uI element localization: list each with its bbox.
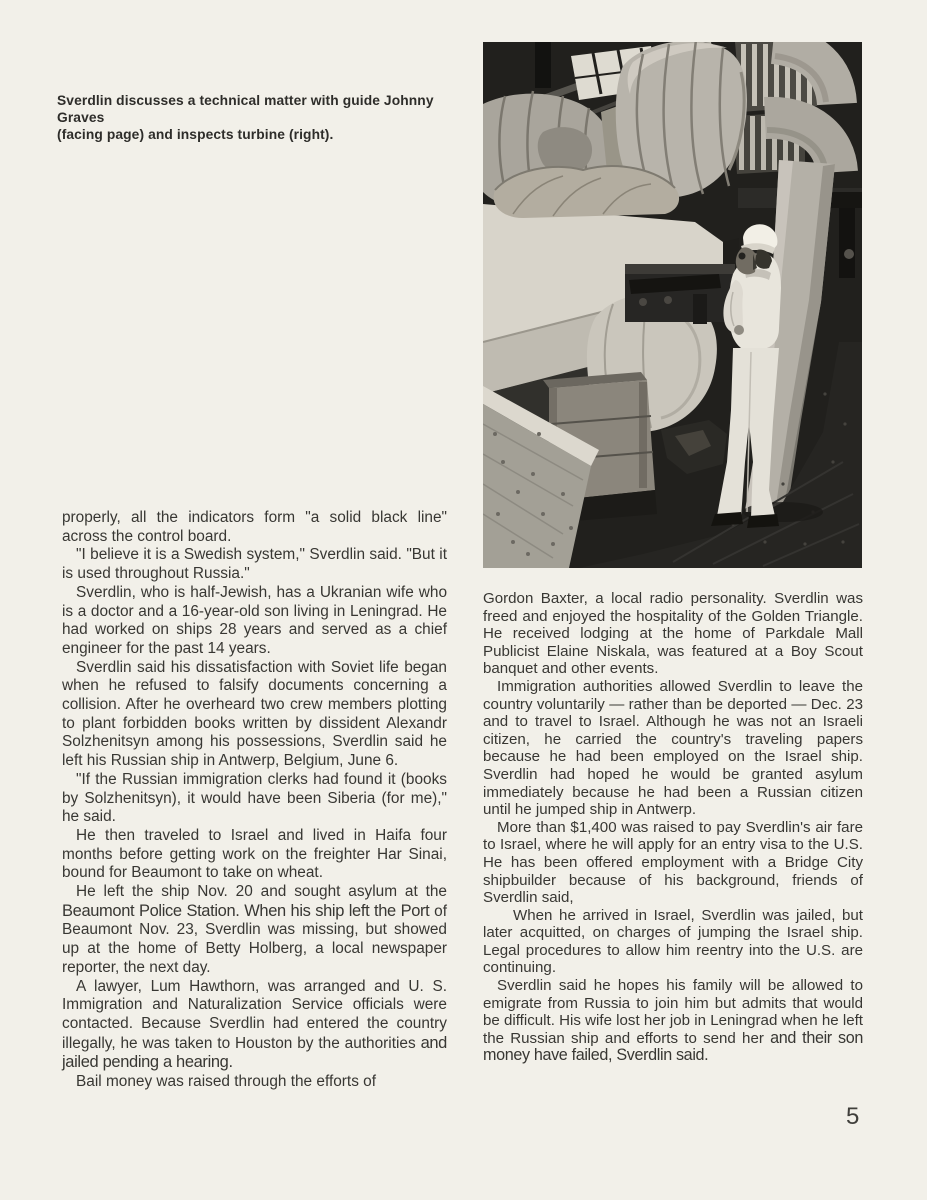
body-text-run: He then traveled to Israel and lived in Haifa four months before getting work on the freighter Har Sinai, bound for Beaumont to take on wheat. [62,826,447,882]
body-text-run: Sverdlin said his dissatisfaction with Soviet life began when he refused to falsify documents concerning a collision. After he overheard two crew members plotting to plant forbidden books written by dissident Alexandr Solzhenitsyn among his possessions, Sverdlin said he left his Russian ship in Antwerp, Belgium, June 6. [62,658,447,770]
paragraph [483,819,863,907]
paragraph [62,1073,447,1092]
body-text-run: He left the ship Nov. 20 and sought asylum at the [76,883,447,901]
body-text-run: Gordon Baxter, a local radio personality. Sverdlin was freed and enjoyed the hospitality of the Golden Triangle. He received lodging at the home of Parkdale Mall Publicist Elaine Niskala, was featured at a Boy Scout banquet and other events. [483,590,863,678]
body-text-run: More than $1,400 was raised to pay Sverdlin's air fare to Israel, where he will apply for an entry visa to the U.S. He has been offered employment with a Bridge City shipbuilder because of his background, friends of Sverdlin said, [483,818,863,907]
right-text-column [483,590,863,1065]
paragraph [62,827,447,883]
body-text-run: "If the Russian immigration clerks had found it (books by Solzhenitsyn), it would have been Siberia (for me)," he said. [62,770,447,826]
page-number: 5 [846,1103,860,1130]
photo-caption [57,92,465,143]
paragraph [62,546,447,583]
body-text-run: Immigration authorities allowed Sverdlin to leave the country voluntarily — rather than be deported — Dec. 23 and to travel to Israel. Although he was not an Israeli citizen, he carried the country's traveling papers because he had been employed on the Israel ship. Sverdlin had hoped he would be granted asylum immediately because he had been a Russian citizen until he jumped ship in Antwerp. [483,677,863,819]
left-text-column [62,509,447,1092]
body-text-run: properly, all the indicators form "a solid black line" across the control board. [62,509,447,545]
pasted-correction-text: and jailed pending a hearing. [62,1033,447,1072]
pasted-correction-text: and their son money have failed, Sverdlin said. [483,1028,863,1065]
body-text-run: Sverdlin, who is half-Jewish, has a Ukranian wife who is a doctor and a 16-year-old son living in Leningrad. He had worked on ships 28 years and served as a chief engineer for the past 14 years. [62,583,447,657]
turbine-inspection-photo [483,42,862,568]
caption-line-2: (facing page) and inspects turbine (right). [57,127,334,142]
body-text-run: Sverdlin said he hopes his family will be allowed to emigrate from Russia to join him but admits that would be difficult. His wife lost her job in Leningrad when he left the Russian ship and efforts to send her [483,977,863,1047]
paragraph [62,978,447,1074]
body-text-run: "I believe it is a Swedish system," Sverdlin said. "But it is used throughout Russia." [62,546,447,583]
paragraph [483,678,863,819]
paragraph [483,977,863,1065]
pasted-correction-text: Beaumont Police Station. When his ship left the Port [62,901,430,920]
caption-line-1: Sverdlin discusses a technical matter with guide Johnny Graves [57,93,434,125]
body-text-run: A lawyer, Lum Hawthorn, was arranged and U. S. Immigration and Naturalization Service officials were contacted. Because Sverdlin had entered the country illegally, he was taken to Houston by the authorities [62,977,447,1052]
paragraph [62,883,447,978]
paragraph [483,590,863,678]
body-text-run: When he arrived in Israel, Sverdlin was jailed, but later acquitted, on charges of jumping the Israel ship. Legal procedures to allow him reentry into the U.S. are continuing. [483,906,863,977]
body-text-run: Bail money was raised through the efforts of [76,1073,376,1091]
paragraph [62,509,447,546]
paragraph [62,771,447,827]
paragraph [62,659,447,771]
paragraph [483,907,863,977]
paragraph [62,584,447,659]
body-text-run: of Beaumont Nov. 23, Sverdlin was missing, but showed up at the home of Betty Holberg, a local newspaper reporter, the next day. [62,902,447,976]
turbine-photo-illustration [483,42,862,568]
